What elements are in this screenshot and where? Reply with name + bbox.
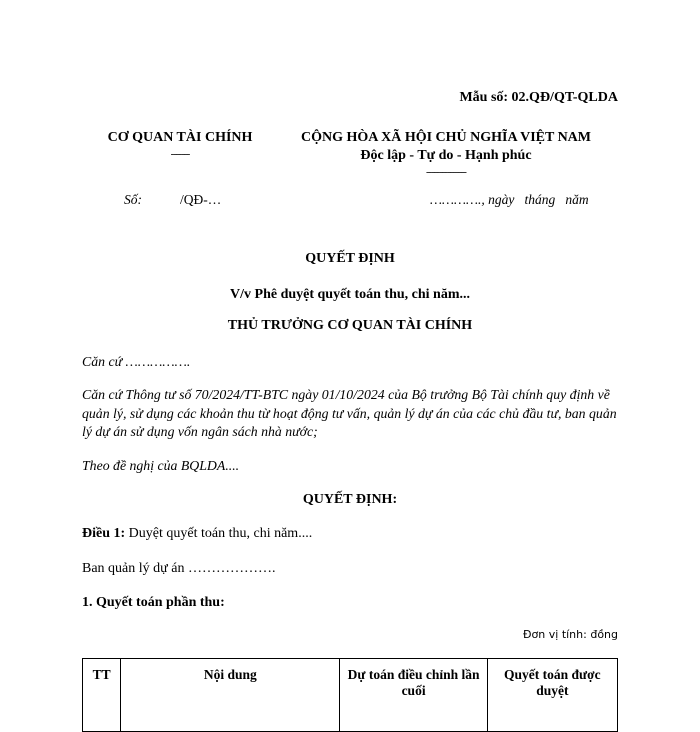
motto-underline: --------------- <box>426 166 466 178</box>
col-header-adjusted-estimate: Dự toán điều chỉnh lần cuối <box>340 659 487 732</box>
legal-basis-2: Căn cứ Thông tư số 70/2024/TT-BTC ngày 01/10/2024 của Bộ trưởng Bộ Tài chính quy định về quản lý, sử dụng các khoản thu từ hoạt động tư vấn, quản lý dự án của các chủ đầu tư, ban quản lý dự án sử dụng vốn ngân sách nhà nước; <box>82 387 617 439</box>
agency-header <box>100 130 260 160</box>
unit-note: Đơn vị tính: đồng <box>523 628 618 641</box>
revenue-settlement-table <box>82 658 618 732</box>
col-header-approved-settlement: Quyết toán được duyệt <box>487 659 617 732</box>
col-header-tt: TT <box>83 659 121 732</box>
section-1-heading: 1. Quyết toán phần thu: <box>82 595 225 610</box>
nation-name: CỘNG HÒA XÃ HỘI CHỦ NGHĨA VIỆT NAM <box>300 130 591 145</box>
agency-underline: ------- <box>170 148 190 160</box>
table-header-row <box>83 659 618 732</box>
agency-name: CƠ QUAN TÀI CHÍNH <box>107 130 253 145</box>
document-date: …………., ngày tháng năm <box>430 192 589 207</box>
legal-basis-1: Căn cứ ……………. <box>82 354 191 369</box>
national-motto: Độc lập - Tự do - Hạnh phúc <box>360 148 532 163</box>
article-1-label: Điều 1: <box>82 526 126 541</box>
issuing-authority: THỦ TRƯỞNG CƠ QUAN TÀI CHÍNH <box>227 318 473 333</box>
national-header <box>288 130 604 178</box>
document-subject: V/v Phê duyệt quyết toán thu, chi năm... <box>230 287 470 302</box>
legal-basis-3: Theo đề nghị của BQLDA.... <box>82 458 240 473</box>
document-title: QUYẾT ĐỊNH <box>305 251 395 266</box>
document-number-label: Số: <box>124 192 142 207</box>
document-number-value: /QĐ-… <box>180 192 222 207</box>
project-management-unit-line: Ban quản lý dự án ………………. <box>82 561 276 576</box>
document-number <box>124 192 221 208</box>
article-1-text: Duyệt quyết toán thu, chi năm.... <box>125 526 313 541</box>
form-code: Mẫu số: 02.QĐ/QT-QLDA <box>459 90 618 105</box>
article-1 <box>82 526 312 542</box>
decision-heading: QUYẾT ĐỊNH: <box>302 492 398 507</box>
col-header-content: Nội dung <box>121 659 340 732</box>
